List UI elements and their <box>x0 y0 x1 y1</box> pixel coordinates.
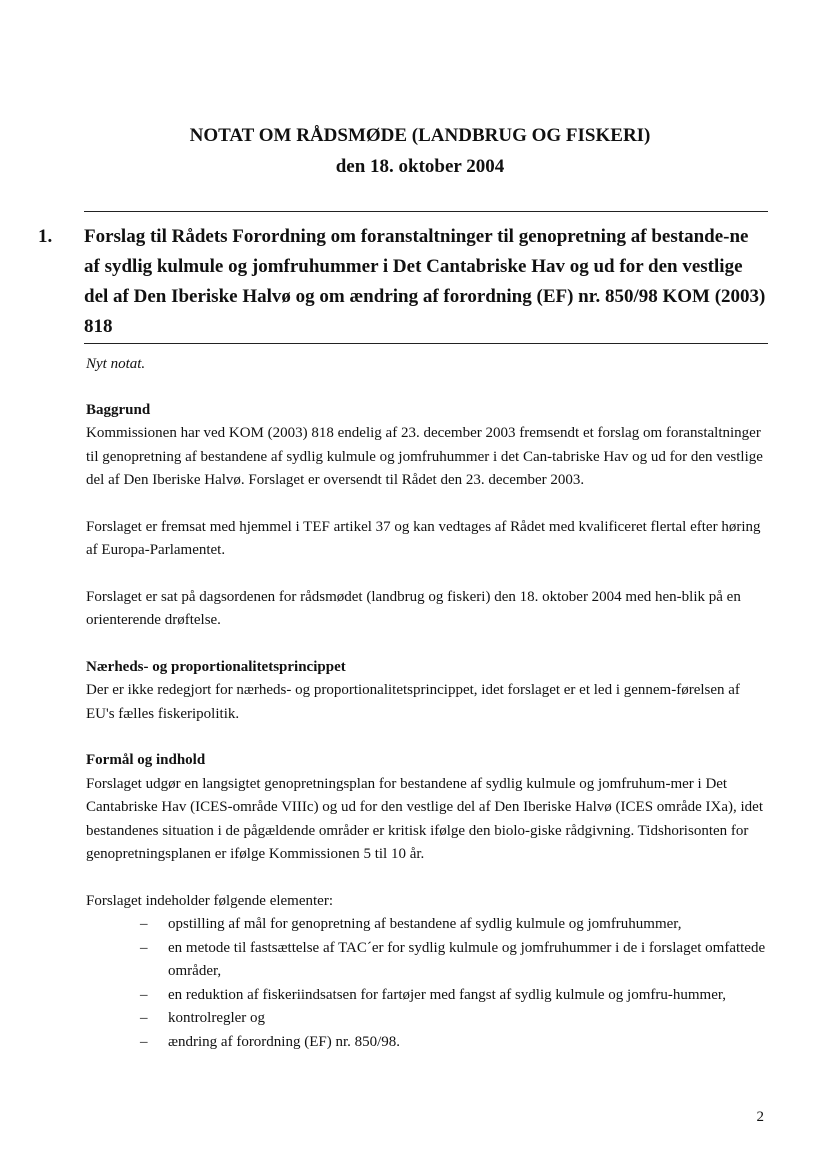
note-text: Nyt notat. <box>86 356 146 372</box>
heading-naerhed: Nærheds- og proportionalitetsprincippet <box>86 658 346 675</box>
paragraph: Forslaget indeholder følgende elementer: <box>86 892 333 909</box>
paragraph: Forslaget er fremsat med hjemmel i TEF artikel 37 og kan vedtages af Rådet med kvalificeret flertal efter høring af Europa-Parlamentet. <box>86 518 761 558</box>
heading-formaal: Formål og indhold <box>86 752 206 768</box>
section-title: Forslag til Rådets Forordning om foranstaltninger til genopretning af bestande-ne af sydlig kulmule og jomfruhummer i Det Cantabriske Hav og ud for den vestlige del af Den Iberiske Halvø og om ændring af forordning (EF) nr. 850/98 KOM (2003) 818 <box>84 226 766 337</box>
list-item <box>86 937 766 984</box>
list-item-text: en reduktion af fiskeriindsatsen for fartøjer med fangst af sydlig kulmule og jomfru-hummer, <box>168 986 726 1003</box>
document-body <box>86 353 766 1054</box>
paragraph: Kommissionen har ved KOM (2003) 818 endelig af 23. december 2003 fremsendt et forslag om foranstaltninger til genopretning af bestandene af sydlig kulmule og jomfruhummer i det Can-tabriske Hav og ud for den vestlige del af Den Iberiske Halvø. Forslaget er oversendt til Rådet den 23. december 2003. <box>86 425 763 488</box>
dash-bullet: – <box>140 916 148 932</box>
dash-bullet: – <box>140 939 148 956</box>
list-item-text: opstilling af mål for genopretning af bestandene af sydlig kulmule og jomfruhummer, <box>168 916 682 932</box>
document-title <box>0 120 832 182</box>
heading-baggrund: Baggrund <box>86 401 151 418</box>
paragraph: Forslaget udgør en langsigtet genopretningsplan for bestandene af sydlig kulmule og jomfruhum-mer i Det Cantabriske Hav (ICES-område VIIIc) og ud for den vestlige del af Den Iberiske Halvø (ICES område IXa), idet bestandenes situation i de pågældende områder er kritisk ifølge den biolo-giske rådgivning. Tidshorisonten for genopretningsplanen er ifølge Kommissionen 5 til 10 år. <box>86 775 763 862</box>
title-date: den 18. oktober 2004 <box>335 156 505 177</box>
section-number: 1. <box>38 226 53 247</box>
section-divider <box>84 343 768 344</box>
list-item <box>86 1007 766 1031</box>
list-item-text: kontrolregler og <box>168 1010 266 1026</box>
dash-bullet: – <box>140 1033 148 1050</box>
list-item <box>86 984 766 1008</box>
dash-bullet: – <box>140 1010 148 1026</box>
list-item <box>86 1031 766 1055</box>
dash-bullet: – <box>140 986 148 1003</box>
elements-list <box>86 913 766 1054</box>
paragraph: Forslaget er sat på dagsordenen for rådsmødet (landbrug og fiskeri) den 18. oktober 2004 med hen-blik på en orienterende drøftelse. <box>86 588 741 628</box>
list-item-text: ændring af forordning (EF) nr. 850/98. <box>168 1033 401 1050</box>
paragraph: Der er ikke redegjort for nærheds- og proportionalitetsprincippet, idet forslaget er et led i gennem-førelsen af EU's fælles fiskeripolitik. <box>86 682 740 722</box>
list-item-text: en metode til fastsættelse af TAC´er for sydlig kulmule og jomfruhummer i de i forslaget omfattede områder, <box>168 939 766 979</box>
top-divider <box>84 211 768 212</box>
list-item <box>86 913 766 937</box>
page-number: 2 <box>756 1109 764 1125</box>
title-line-1: NOTAT OM RÅDSMØDE (LANDBRUG OG FISKERI) <box>189 125 651 146</box>
